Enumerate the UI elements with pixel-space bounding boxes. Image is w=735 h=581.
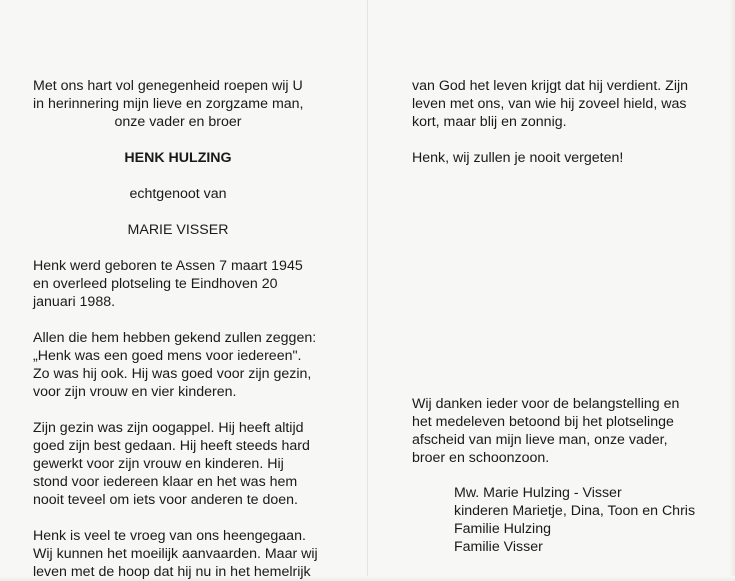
- thanks-line-3: afscheid van mijn lieve man, onze vader,: [412, 432, 668, 448]
- paragraph-continuation: [412, 77, 702, 131]
- p2-line-2: „Henk was een goed mens voor iedereen".: [33, 348, 302, 364]
- spouse-name: MARIE VISSER: [127, 222, 229, 238]
- thanks-paragraph: [412, 395, 702, 467]
- intro-line-2: in herinnering mijn lieve en zorgzame man,: [33, 96, 304, 112]
- paragraph-birth-death: [33, 257, 323, 311]
- spouse-intro: echtgenoot van: [129, 186, 227, 202]
- p1-line-1: Henk werd geboren te Assen 7 maart 1945: [33, 258, 303, 274]
- deceased-name: HENK HULZING: [124, 150, 232, 166]
- p3-line-4: stond voor iedereen klaar en het was hem: [33, 474, 298, 490]
- paragraph-good-man: [33, 329, 323, 401]
- card-fold-line: [367, 0, 368, 581]
- left-panel: [33, 77, 323, 581]
- p3-line-2: goed zijn best gedaan. Hij heeft steeds hard: [33, 438, 310, 454]
- p1-line-2: en overleed plotseling te Eindhoven 20: [33, 276, 278, 292]
- card-edge-right: [729, 0, 735, 581]
- p2-line-4: voor zijn vrouw en vier kinderen.: [33, 384, 237, 400]
- rp1-line-1: van God het leven krijgt dat hij verdient. Zijn: [412, 78, 689, 94]
- p2-line-1: Allen die hem hebben gekend zullen zeggen:: [33, 330, 317, 346]
- signature-line-1: Mw. Marie Hulzing - Visser: [454, 485, 622, 501]
- right-panel: [412, 77, 702, 556]
- p4-line-3: leven met de hoop dat hij nu in het hemelrijk: [33, 564, 311, 580]
- p2-line-3: Zo was hij ook. Hij was goed voor zijn gezin,: [33, 366, 312, 382]
- rp1-line-2: leven met ons, van wie hij zoveel hield, was: [412, 96, 687, 112]
- p3-line-1: Zijn gezin was zijn oogappel. Hij heeft altijd: [33, 420, 304, 436]
- signature-line-4: Familie Visser: [454, 539, 543, 555]
- p4-line-1: Henk is veel te vroeg van ons heengegaan.: [33, 528, 306, 544]
- thanks-line-1: Wij danken ieder voor de belangstelling en: [412, 396, 680, 412]
- thanks-line-2: het medeleven betoond bij het plotselinge: [412, 414, 674, 430]
- signatures: [454, 484, 702, 556]
- intro-line-3: onze vader en broer: [114, 114, 242, 130]
- p4-line-2: Wij kunnen het moeilijk aanvaarden. Maar wij: [33, 546, 318, 562]
- thanks-line-4: broer en schoonzoon.: [412, 450, 550, 466]
- p1-line-3: januari 1988.: [33, 294, 116, 310]
- paragraph-hope: [33, 527, 323, 581]
- never-forget-line: Henk, wij zullen je nooit vergeten!: [412, 150, 624, 166]
- signature-line-3: Familie Hulzing: [454, 521, 551, 537]
- signature-line-2: kinderen Marietje, Dina, Toon en Chris: [454, 503, 696, 519]
- rp1-line-3: kort, maar blij en zonnig.: [412, 114, 567, 130]
- p3-line-3: gewerkt voor zijn vrouw en kinderen. Hij: [33, 456, 284, 472]
- p3-line-5: nooit teveel om iets voor anderen te doen.: [33, 492, 299, 508]
- paragraph-family: [33, 419, 323, 509]
- intro-line-1: Met ons hart vol genegenheid roepen wij U: [33, 78, 303, 94]
